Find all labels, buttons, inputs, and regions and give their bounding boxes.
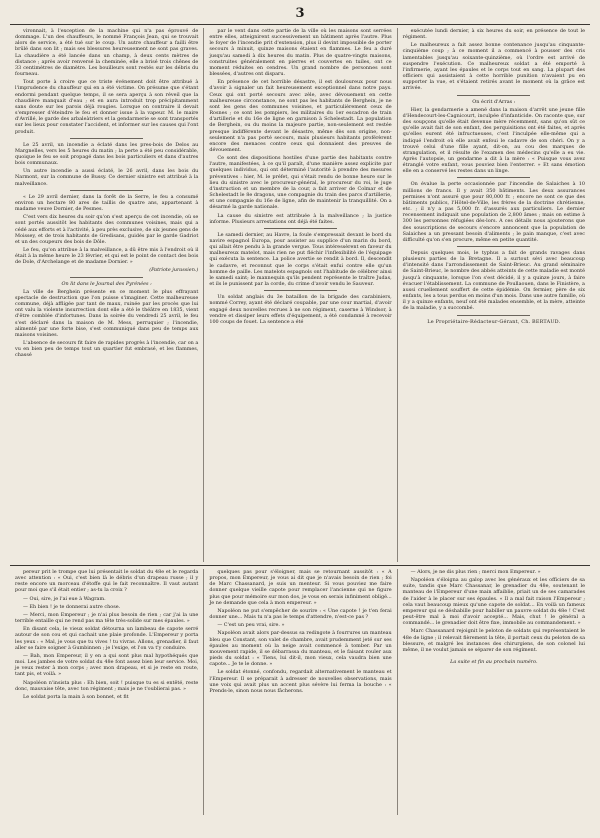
bottom-columns [10,569,590,815]
paragraph: La cause du sinistre est attribuée à la malveillance ; la justice informe. Plusieurs arrestations ont déjà été faites. [209,212,392,225]
paragraph: Napoléon avait alors par-dessus sa redingote à fourrures un manteau bleu que Constant, son valet de chambre, avait prudemment jeté sur ses épaules au moment où la neige avait commencé à tomber. Par un mouvement rapide, il se débarrassa du manteau, et le faisant rouler aux pieds du soldat : « Tiens, lui dit-il, mon vieux, cela vaudra bien une capote... Je te le donne. » [209,630,392,668]
paragraph: Tout porte à croire que ce triste événement doit être attribué à l'imprudence du chauffeur qui en a été victime. On présume que s'étant endormi pendant quelque temps, il se sera aperçu à son réveil que la chaudière manquait d'eau ; et en aura introduit trop précipitamment sans doute sur les parois déjà rougies. Lorsque on contraire il devait s'empresser d'éteindre le feu et donner issue à la vapeur. M. le maire d'Avrillé, le garde des arbaleàtriers et la gendarmerie se sont transportés sur les lieux pour constater l'accident, et informer sur les causes qui l'ont produit. [15,79,199,135]
divider [70,138,143,139]
paragraph: C'est vers dix heures du soir qu'on s'est aperçu de cet incendie, où se sont portés aussitôt les habitants des communes voisines, mais qui a cédé aux efforts et à l'activité, à peu près exclusive, de six jeunes gens de Moissey, et de trois habitants de Gredisans, guidés par le garde Gadriot et un des coupeurs des bois de Dôle. [15,214,199,245]
paragraph: — Oui, sire, je l'ai eue à Wagram. [23,595,106,602]
paragraph: Napoléon s'éloigna au galop avec les généraux et les officiers de sa suite, tandis que Marc Chassanar, le grenadier du 48e, soutenant le manteau de l'Empereur d'une main affaiblie, priait un de ses camarades de l'aider à le placer sur ses épaules. « Il a mal fait raison l'Empereur ; cela vaut beaucoup mieux qu'une capote de soldat... En voilà un fameux empereur qui se déshabille pour habiller un pauvre soldat du 48e ! C'est peut-être mal à moi d'avoir accepté... Mais, chut ! le général a commandé... le grenadier doit être fixe, immobile au commandement. » [402,577,585,627]
paragraph: Hier, la gendarmerie a amené dans la maison d'arrêt une jeune fille d'Hendecourt-les-Cagnicourt, inculpée d'infanticide. On raconte que, sur des soupçons qu'elle était devenue mère récemment, sans qu'on sût ce qu'elle avait fait de son enfant, des perquisitions ont été faites, et après qu'elles eurent été infructueuses, c'est l'inculpée elle-même qui a indiqué l'endroit où elle avait enfoui le cadavre de son chéri. On y a trouvé celui d'une fille ayant, dit-on, au cou des marques de strangulation, et il résulte de l'examen des médecins qu'elle a eu vie. Après l'autopsie, un gendarme a dit à la mère : « Puisque vous avez étranglé votre enfant, vous pouviez bien l'enterrer. » Et sans émotion elle en a conservé les restes dans un linge. [402,106,585,175]
paragraph: Napoléon n'insista plus : Eh bien, soit ! puisque tu es si entêté, reste donc, mauvaise tête, avec ton régiment ; mais je ne t'oublierai pas. » [15,679,199,692]
divider [70,277,143,278]
paragraph: La ville de Berghein présente en ce moment le plus effrayant spectacle de destruction que l'on puisse s'imaginer. Cette malheureuse commune, déjà affligée par tant de maux, ruinée par les procès que lui ont valu la violente insurrection dont elle a été le théâtre en 1835, vient d'être comblée d'infortunes. Dans la soirée du vendredi 25 avril, le feu s'est déclaré dans la maison de M. Mess, perruquier ; l'incendie, alimenté par une forte bise, s'est communiqué dans peu de temps aux maisons voisines. [15,288,199,338]
paragraph: Marc Chassanard rejoignit le peloton de soldats qui représentaient le 48e de ligne ; il relevait fièrement la tête, il portait ceux du peloton de sa blessure, et malgré les instances des chirurgiens, de son colonel lui même, il ne voulut jamais se séparer de son régiment. [402,628,585,653]
paragraph: On évalue la perte occasionnée par l'incendie de Salaiches à 10 millions de francs. Il y avait 350 bâtiments. Les deux assurances permises n'ont assuré que pour 80,000 fr. ; encore ne sont ce que des bâtiments publics, l'Hôtel-de-Ville, les frères de la doctrine chrétienne, etc. ; il n'y a pas 5,000 fr. d'assurés aux particuliers. Le dernier recensement indiquait une population de 2,800 âmes ; mais on estime à 300 les personnes réfugiées dès-lors. A ces détails nous ajouterons que des souscriptions de secours s'encore annoncent que la population de Salaiches a un pressant besoin d'aliments ; le pain manque, c'est avec difficulté qu'on s'en procure, même en petite quantité. [402,181,585,243]
feuilleton-column-1 [10,569,203,815]
feuilleton-column-3 [397,569,590,815]
paragraph: En disant cela, le vieux soldat détourna un lambeau de capote serré autour de son cou et qui cachait une plaie profonde. L'Empereur y porta les yeux : « Mal, je vous que tu vives ! tu vivras. Allons, grenadier, il faut aller se faire soigner à Gumbinnen ; je l'exige, et l'on va t'y conduire. [15,626,199,651]
column-2 [203,28,396,562]
dateline: On écrit d'Arras : [472,98,516,105]
header-rule [10,24,590,25]
publisher-signature: Le Propriétaire-Rédacteur-Gérant, Ch. BERTAUD. [427,318,561,325]
divider [457,95,530,96]
column-1 [10,28,203,562]
divider [264,228,337,229]
paragraph: — C'est un peu vrai, sire. » [217,622,285,629]
source-credit: (Patriote jurassien.) [149,267,199,274]
paragraph: Le feu, qu'on attribue à la malveillance, a dû être mis à l'endroit où il était à la même heure le 23 février, et qui est le point de contact des bois de Dole, d'Archelange et de madame Dornier. » [15,247,199,266]
paragraph: quelques pas pour s'éloigner, mais se retournant aussitôt : « A propos, mon Empereur, je vous ai dit que je n'avais besoin de rien ; foi de Marc Chassanard, je suis un menteur. Si vous pouviez me faire donner quelque vieille capote pour remplacer l'ancienne qui ne figure plus que pour mémoire sur mon dos, je vous en serais infiniment obligé... Je ne demande que cela à mon empereur. » [209,569,392,606]
paragraph: Un autre incendie a aussi éclaté, le 26 avril, dans les bois du Narmont, sur la commune de Bussy. Ce dernier sinistre est attribué à la malveillance. [15,168,199,187]
paragraph: vironnait, à l'exception de la machine qui n'a pas éprouvé de dommage. L'un des chauffeurs, le nommé François Jean, qui se trouvait alors de service, a été tué sur le coup. Un autre chauffeur a failli être brûlé dans son lit ; mais ses blessures heureusement ne sont pas graves. La chaudière a été lancée dans un champ, à deux cents mètres de distance ; après avoir renversé la cheminée, elle a brisé trois chênes de 33 centimètres de diamètre. Les bouilleurs sont restés sur les débris du fourneau. [15,28,199,78]
feuilleton-column-2 [203,569,396,815]
divider [457,177,530,178]
divider [457,315,530,316]
paragraph: par le vent dans cette partie de la ville où les maisons sont serrées entre elles, atteignirent successivement un bâtiment après l'autre. Plus le foyer de l'incendie prit d'extension, plus il devint impossible de porter secours à minuit, quinze maisons étaient en flammes. Le feu a duré jusqu'au samedi à dix heures du matin. Plus de quatre-vingts maisons, construites généralement en pierres et couvertes en tuiles, ont ce moment réduites en cendres. Un grand nombre de personnes sont blessées, d'autres ont disparu. [209,28,392,78]
column-3 [397,28,590,562]
divider [457,246,530,247]
paragraph: — Alors, je ne dis plus rien ; merci mon Empereur. » [410,569,541,575]
paragraph: Depuis quelques mois, le typhus a fait de grands ravages dans plusieurs parties de la Bretagne. Il a surtout sévi avec beaucoup d'intensité dans l'arrondissement de Saint-Brieuc. Au grand séminaire de Saint-Brieuc, le nombre des abbés atteints de cette maladie est monté jusqu'à cinquante, lorsque l'on s'est décidé, il y a quinze jours, à faire évacuer l'établissement. La commune de Poullaouen, dans le Finistère, a aussi cruellement souffert de cette épidémie. On fermier, père de six enfants, les a tous perdus en moins d'un mois. Dans une autre famille, où il y a quinze enfants, neuf ont été malades ensemble, et la mère, atteinte de la maladie, y a succombé. [402,250,585,312]
paragraph: — Bah, mon Empereur, il y en a qui sont plus mal hypothéqués que moi. Les jambes de votre soldat du 48e font assez bien leur service. Moi, je veux rester à mon corps ; avec mon drapeau, et si je reste en route, tant pis, et voilà. » [15,652,199,678]
paragraph: Le 25 avril, un incendie a éclaté dans les pres-bois de Delos au Margnelles, vers les 5 heures du matin ; la perte a été peu considérable, quoique le feu se soit propagé dans les bois particuliers et dans d'autres bois communaux. [15,141,199,167]
paragraph: Un soldat anglais du 3e bataillon de la brigade des carabiniers, nommé Correy, ayant été déclaré coupable, par une cour martial, d'avoir engagé deux nouvelles recrues à ne son régiment, caserne à Windsor, à vendre et dissiper leurs effets d'équipement, a été condamné à recevoir 100 coups de fouet. La sentence a été [209,294,392,325]
divider [70,190,143,191]
to-be-continued: La suite et fin au prochain numéro. [450,659,538,666]
paragraph: Le samedi dernier, au Havre, la foule s'empressait devant le bord du navire espagnol Europa, pour assister au supplice d'un marin du bord, qui allait être pendu à la grande vergue. Tous intéressèrent en faveur du malheureux matelot, mais rien ne put fléchir l'inflexibilité de l'équipage qui exécuta la sentence. La police avertie se rendit à bord. Il, descendit le cadavre, et reconnut que le corps s'était enfui contre elle qu'un homme de paille. Les matelots espagnols ont l'habitude de célébrer ainsi le samedi saint; le mannequin qu'ils pendent représente le traître Judas, et ils le punissent par la corde, du crime d'avoir vendu le Sauveur. [209,231,392,288]
feuilleton-rule [10,565,590,566]
paragraph: Ce sont des dispositions hostiles d'une partie des habitants contre l'autre, manifestées, à ce qu'il paraît, d'une manière assez explicite par quelques individus, qui ont déterminé l'autorité à prendre des mesures préventives : hier, M. le préfet, qui s'était rendu de bonne heure sur le lieu du sinistre avec le procureur-général, le procureur du roi, le juge d'instruction et un membre de la cour, a fait arriver de Colmar et de Schelestadt le 8e dragons, une compagnie du train des parcs d'artillerie, et une compagnie du 16e de ligne, afin de maintenir la tranquillité. On a désarmé la garde nationale. [209,155,392,211]
paragraph: pereur prit le trompe que lui présentait le soldat du 48e et le regarda avec attention : « Oui, c'est bien là le débris d'un drapeau russe ; il y reste encore un morceau d'étoffe qui le fait reconnaître. Il vaut autant pour moi que s'il était entier ; as-tu la croix ? [15,569,199,594]
paragraph: Napoléon ne put s'empêcher de sourire : « Une capote ! je t'en ferai donner une... Mais tu n'a pas le temps d'attendre, n'est-ce pas ? [209,607,392,621]
paragraph: — Merci, mon Empereur ; je n'ai plus besoin de rien ; car j'ai la une terrible entaille qui ne rend pas ma tête très-solide sur mes épaules. » [15,611,199,625]
paragraph: « Le 29 avril dernier, dans la forêt de la Serre, le feu a consumé environ un hectare 80 ares de taillis de quatre ans, appartenant à madame veuve Dornier, de Pesmes. [15,193,199,213]
top-columns [10,28,590,562]
page-number: 3 [295,6,305,21]
dateline: On lit dans le Journal des Pyrénées : [61,280,152,287]
paragraph: — Eh bien ! je te donnerai autre chose. [23,603,121,610]
paragraph: L'absence de secours fit faire de rapides progrès à l'incendie, car on a vu en bien peu de temps tout un quartier fut embrasé, et les flammes, chassé [15,340,199,359]
paragraph: En présence de cet horrible désastre, il est douloureux pour nous d'avoir à signaler un fait heureusement exceptionnel dans notre pays. Ceux qui ont porté secours avec zèle, avec dévouement en cette malheureuse circonstance, ne sont pas les habitants de Berghein, je ne sont les gens des communes voisines, et particulièrement ceux de Rosnes ; ce sont les pompiers, les militaires du 1er escadron de train d'artillerie et du 16e de ligne en garnison à Schelestadt. La population de Berghein, ou du moins la majeure partie, non-seulement est restée presque indifférente devant le désastre, même dès son origine, non-seulement n'a pas porté secours, mais plusieurs habitants proférèrent encore des menaces contre ceux qui donnaient des preuves de dévouement. [209,79,392,153]
paragraph: exécutée lundi dernier, à six heures du soir, en présence de tout le régiment. [402,28,585,41]
divider [264,290,337,291]
paragraph: Le soldat porta la main à son bonnet, et fit [23,693,129,700]
paragraph: Le soldat étonné, confondu, regardait alternativement le manteau et l'Empereur. Il se préparait à adresser de nouvelles observations, mais une voix qui avait plus un accent plus sévère lui ferma la bouche : « Prends-le, sinon nous nous fâcherons. [209,669,392,694]
paragraph: Le malheureux a fait assez bonne contenance jusqu'au cinquante-cinquième coup ; à ce moment il a commencé à pousser des cris lamentables jusqu'au soixante-quinzième, où l'ordre est arrivé de suspendre l'exécution. Ce malheureux soldat a été emporté à l'infirmerie, ayant les épaules et le corps tout en sang. La plupart des officiers qui assistaient à cette horrible punition n'avaient pu en supporter la vue, et s'étaient retirés avant le moment où la grâce est arrivée. [402,42,585,92]
